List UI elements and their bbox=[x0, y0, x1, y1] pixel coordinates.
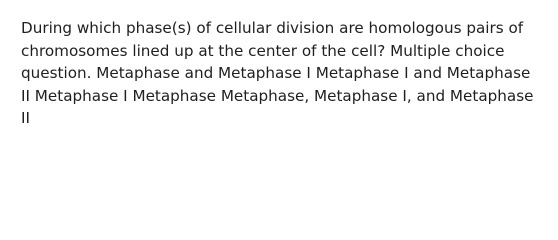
question-text: During which phase(s) of cellular division are homologous pairs of chromosomes lined up at the center of the cell? Multiple choice question. Metaphase and Metaphase I Metaphase I and Metaphase II Metaphase I Metaphase Metaphase, Metaphase I, and Metaphase II bbox=[21, 19, 534, 127]
